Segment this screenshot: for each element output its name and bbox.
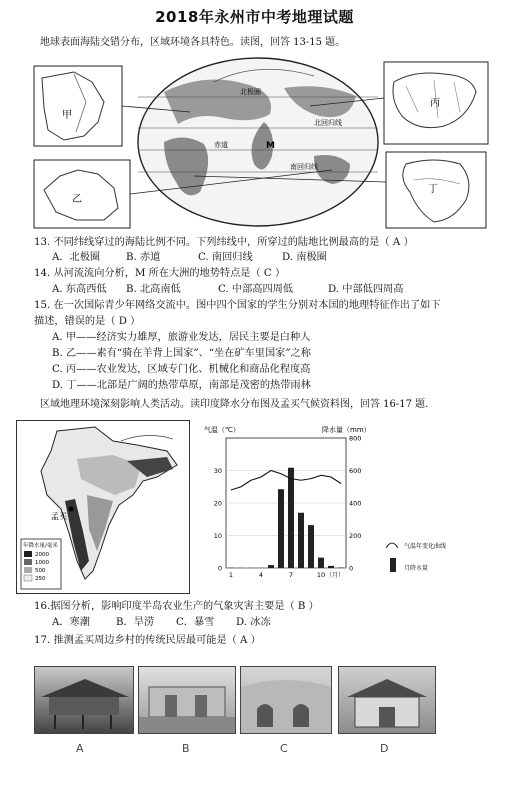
label-M: M xyxy=(266,141,275,151)
x-unit-label: （月） xyxy=(325,572,344,579)
q13-option-d: D. 南极圈 xyxy=(282,252,327,263)
precip-bar xyxy=(328,566,334,568)
label-tropic-cancer: 北回归线 xyxy=(314,119,342,127)
q13-option-c: C. 南回归线 xyxy=(198,252,253,263)
q15-option-b: B. 乙——素有“骑在羊背上国家”、“坐在矿车里国家”之称 xyxy=(52,348,311,359)
q14-option-b: B. 北高南低 xyxy=(126,284,181,295)
house-photo-a xyxy=(34,666,134,734)
q14-option-a: A. 东高西低 xyxy=(52,284,107,295)
city-mumbai-label: 孟买 xyxy=(51,512,67,521)
q15-option-c: C. 丙——农业发达，区域专门化、机械化和商品化程度高 xyxy=(52,364,311,375)
label-arctic-circle: 北极圈 xyxy=(240,88,261,96)
precip-axis-label: 降水量（mm） xyxy=(322,426,371,434)
q13-option-a: A．北极圈 xyxy=(52,252,101,263)
y-left-tick-label: 30 xyxy=(213,467,222,475)
q13-stem: 13. 不同纬线穿过的海陆比例不同。下列纬线中，所穿过的陆地比例最高的是（ A ） xyxy=(34,237,414,248)
label-ding: 丁 xyxy=(428,184,438,195)
precip-bar xyxy=(288,468,294,568)
q15-option-a: A. 甲——经济实力雄厚，旅游业发达，居民主要是白种人 xyxy=(52,332,311,343)
y-left-tick-label: 20 xyxy=(213,499,222,508)
caption-a: A xyxy=(76,742,84,755)
caption-b: B xyxy=(182,742,190,755)
q15-stem-line1: 15. 在一次国际青少年网络交流中。图中四个国家的学生分别对本国的地理特征作出了如下 xyxy=(34,300,441,311)
caption-d: D xyxy=(380,742,389,755)
q16-stem: 16.据图分析，影响印度半岛农业生产的气象灾害主要是（ B ） xyxy=(34,601,319,612)
q16-option-c: C．暴雪 xyxy=(176,617,215,628)
label-tropic-capricorn: 南回归线 xyxy=(290,163,318,171)
legend-temp-label: 气温年变化曲线 xyxy=(404,543,447,550)
temperature-line xyxy=(231,471,341,491)
precip-bar xyxy=(318,558,324,568)
precip-bar xyxy=(308,525,314,568)
q13-option-b: B. 赤道 xyxy=(126,252,161,263)
legend-precip-label: 月降水量 xyxy=(404,565,429,572)
q14-stem: 14. 从河流流向分析，M 所在大洲的地势特点是（ C ） xyxy=(34,268,286,279)
house-photo-c xyxy=(240,666,332,734)
y-left-tick-label: 10 xyxy=(213,532,222,540)
x-tick-label: 10 xyxy=(316,571,326,579)
world-map-figure xyxy=(14,52,502,232)
label-bing: 丙 xyxy=(430,98,440,109)
precip-bar xyxy=(298,513,304,568)
q17-stem: 17. 推测孟买周边乡村的传统民居最可能是（ A ） xyxy=(34,635,261,646)
q16-option-d: D. 冰冻 xyxy=(236,617,271,628)
y-left-tick-label: 0 xyxy=(217,564,222,573)
world-map-svg xyxy=(14,52,502,232)
y-right-tick-label: 0 xyxy=(349,564,354,573)
q15-stem-line2: 描述，错误的是（ D ） xyxy=(34,316,141,327)
precip-bar xyxy=(268,565,274,568)
y-right-tick-label: 800 xyxy=(349,434,362,443)
legend-item-2000: 2000 xyxy=(35,552,49,558)
caption-c: C xyxy=(280,742,288,755)
label-equator: 赤道 xyxy=(214,141,228,149)
y-right-tick-label: 600 xyxy=(349,467,362,475)
x-tick-label: 7 xyxy=(288,571,294,579)
label-yi: 乙 xyxy=(72,194,82,205)
x-tick-label: 4 xyxy=(258,571,264,579)
q16-option-b: B．旱涝 xyxy=(116,617,155,628)
q14-option-d: D. 中部低四周高 xyxy=(328,284,404,295)
climate-chart-svg xyxy=(196,420,502,592)
y-right-tick-label: 400 xyxy=(349,499,362,508)
legend-title: 年降水量/毫米 xyxy=(23,543,58,549)
q14-option-c: C. 中部高四周低 xyxy=(218,284,294,295)
legend-item-250: 250 xyxy=(35,576,46,582)
india-map-svg xyxy=(17,421,189,593)
mumbai-climate-chart xyxy=(196,420,502,592)
temp-axis-label: 气温（℃） xyxy=(204,426,240,434)
q16-option-a: A．寒潮 xyxy=(52,617,90,628)
precip-bar xyxy=(278,489,284,568)
house-photo-d xyxy=(338,666,436,734)
page-title: 2018年永州市中考地理试题 xyxy=(155,8,354,26)
intro-13-15: 地球表面海陆交错分布，区域环境各具特色。读图，回答 13-15 题。 xyxy=(40,37,346,48)
intro-16-17: 区域地理环境深刻影响人类活动。读印度降水分布图及孟买气候资料图，回答 16-17 题. xyxy=(40,399,429,410)
q15-option-d: D. 丁——北部是广阔的热带草原，南部是茂密的热带雨林 xyxy=(52,380,311,391)
legend-item-1000: 1000 xyxy=(35,560,49,566)
house-photo-b xyxy=(138,666,236,734)
india-rainfall-map xyxy=(16,420,190,594)
x-tick-label: 1 xyxy=(228,571,234,579)
legend-item-500: 500 xyxy=(35,568,46,574)
label-jia: 甲 xyxy=(62,110,72,121)
y-right-tick-label: 200 xyxy=(349,532,362,540)
